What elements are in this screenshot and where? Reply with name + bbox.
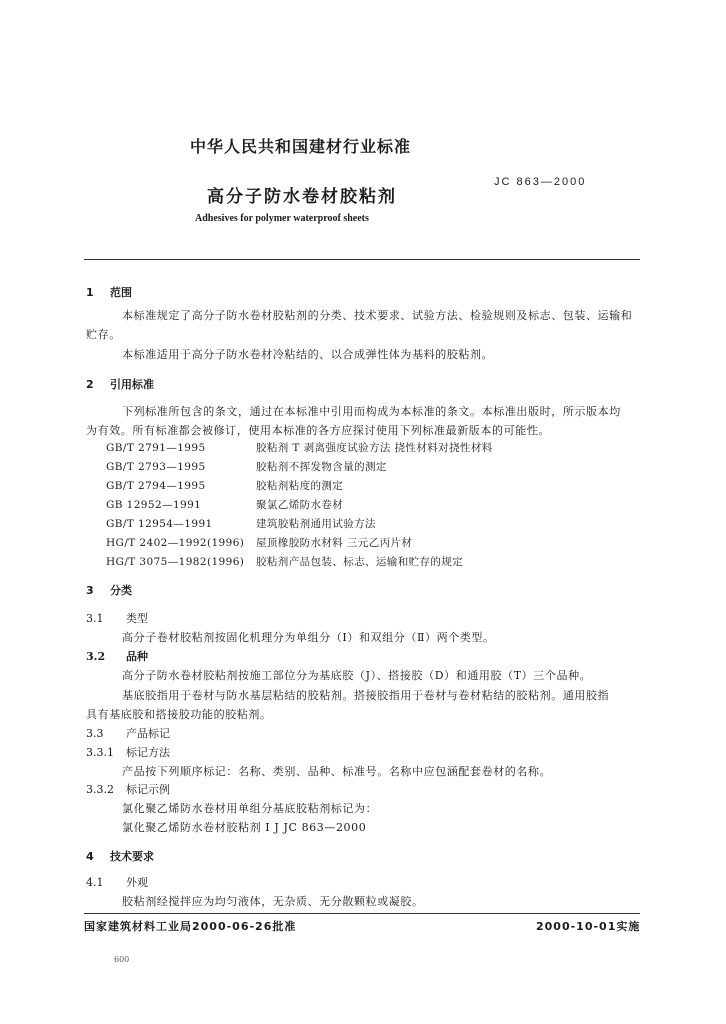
section-number: 2 [86,378,94,391]
paragraph-continuation: 贮存。 [86,328,121,341]
paragraph-continuation: 具有基底胶和搭接胶功能的胶粘剂。 [86,708,272,721]
standard-code: JC 863—2000 [494,176,587,188]
subsection-3-1-heading: 3.1 类型 [86,612,148,625]
paragraph: 胶粘剂经搅拌应为均匀液体，无杂质、无分散颗粒或凝胶。 [122,895,424,908]
marking-example: 氯化聚乙烯防水卷材胶粘剂 Ⅰ J JC 863—2000 [122,821,367,834]
section-1-heading [86,284,132,300]
paragraph: 产品按下列顺序标记：名称、类别、品种、标准号。名称中应包涵配套卷材的名称。 [122,765,552,778]
paragraph-continuation: 为有效。所有标准都会被修订，使用本标准的各方应探讨使用下列标准最新版本的可能性。 [86,424,550,437]
section-title: 技术要求 [110,850,154,863]
approval-line: 国家建筑材料工业局2000-06-26批准 [84,920,297,933]
paragraph: 基底胶指用于卷材与防水基层粘结的胶粘剂。搭接胶指用于卷材与卷材粘结的胶粘剂。通用胶指 [122,689,610,702]
section-3-heading [86,582,132,598]
section-number: 3 [86,584,94,597]
implementation-date: 2000-10-01实施 [536,920,641,933]
section-2-heading [86,376,154,392]
reference-item: GB/T 12954—1991 建筑胶粘剂通用试验方法 [106,518,376,530]
section-title: 分类 [110,584,132,597]
reference-item: HG/T 3075—1982(1996) 胶粘剂产品包装、标志、运输和贮存的规定 [106,556,464,568]
paragraph: 本标准规定了高分子防水卷材胶粘剂的分类、技术要求、试验方法、检验规则及标志、包装、运输和 [122,309,633,322]
reference-item: GB 12952—1991 聚氯乙烯防水卷材 [106,499,344,511]
issuing-body: 中华人民共和国建材行业标准 [190,137,412,156]
subsection-3-3-2-heading: 3.3.2 标记示例 [86,783,170,796]
paragraph: 本标准适用于高分子防水卷材冷粘结的、以合成弹性体为基料的胶粘剂。 [122,348,494,361]
paragraph: 高分子卷材胶粘剂按固化机理分为单组分（Ⅰ）和双组分（Ⅱ）两个类型。 [122,631,495,644]
document-title-english: Adhesives for polymer waterproof sheets [195,213,369,224]
footer-rule [84,913,640,914]
page-number: 600 [114,955,130,964]
section-4-heading [86,848,154,864]
document-title: 高分子防水卷材胶粘剂 [207,187,397,207]
reference-item: GB/T 2794—1995 胶粘剂粘度的测定 [106,480,344,492]
paragraph: 氯化聚乙烯防水卷材用单组分基底胶粘剂标记为： [122,802,378,815]
reference-item: GB/T 2791—1995 胶粘剂 T 剥离强度试验方法 挠性材料对挠性材料 [106,442,493,454]
section-title: 引用标准 [110,378,154,391]
paragraph: 高分子防水卷材胶粘剂按施工部位分为基底胶（J）、搭接胶（D）和通用胶（T）三个品种。 [122,669,592,682]
paragraph: 下列标准所包含的条文，通过在本标准中引用而构成为本标准的条文。本标准出版时，所示版本均 [122,405,621,418]
section-number: 1 [86,286,94,299]
reference-item: GB/T 2793—1995 胶粘剂不挥发物含量的测定 [106,461,387,473]
subsection-4-1-heading: 4.1 外观 [86,876,148,889]
header-rule [84,259,640,260]
reference-item: HG/T 2402—1992(1996) 屋顶橡胶防水材料 三元乙丙片材 [106,537,413,549]
section-title: 范围 [110,286,132,299]
section-number: 4 [86,850,94,863]
subsection-3-2-heading: 3.2 品种 [86,650,148,663]
subsection-3-3-1-heading: 3.3.1 标记方法 [86,746,170,759]
subsection-3-3-heading: 3.3 产品标记 [86,727,170,740]
